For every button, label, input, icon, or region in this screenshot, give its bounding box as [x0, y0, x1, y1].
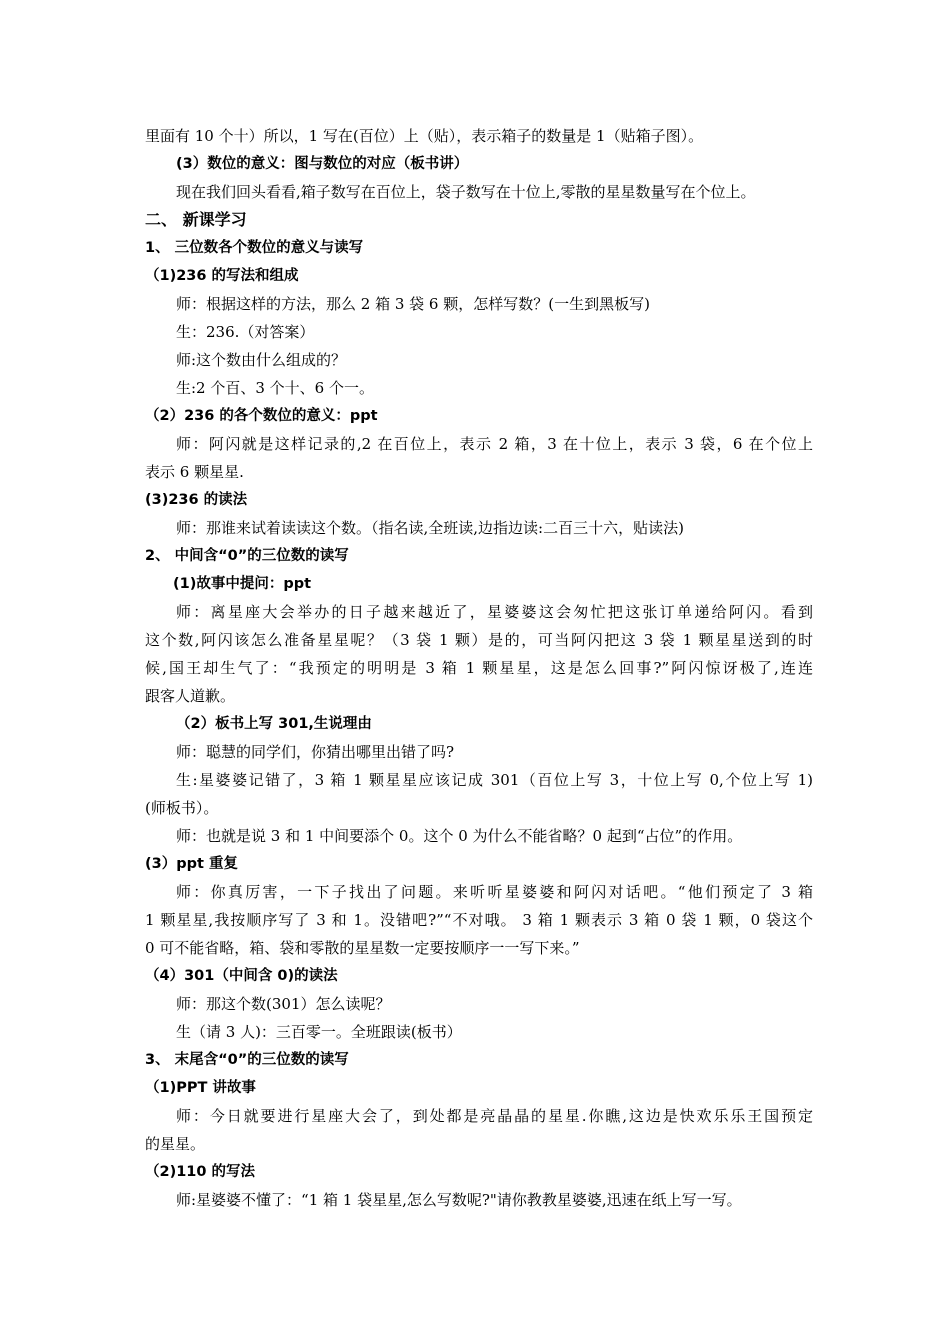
- section-title: 1、 三位数各个数位的意义与读写: [145, 240, 364, 256]
- text-line: 0 可不能省略，箱、袋和零散的星星数一定要按顺序一一写下来。”: [145, 939, 580, 957]
- text-line: 师：根据这样的方法，那么 2 箱 3 袋 6 颗，怎样写数？(一生到黑板写): [176, 295, 650, 313]
- text-line: 师：阿闪就是这样记录的,2 在百位上，表示 2 箱，3 在十位上，表示 3 袋，6 在个位上: [176, 435, 813, 453]
- subsection-heading: （2）板书上写 301,生说理由: [176, 716, 372, 732]
- text-line: 生：236.（对答案）: [176, 323, 315, 341]
- text-line: 师：那这个数(301）怎么读呢？: [176, 995, 391, 1013]
- section-heading: 二、 新课学习: [145, 210, 247, 229]
- section-title: 2、 中间含“0”的三位数的读写: [145, 548, 349, 564]
- text-line: 候,国王却生气了：“我预定的明明是 3 箱 1 颗星星，这是怎么回事?”阿闪惊讶极了,连连: [145, 659, 813, 677]
- text-line: 生（请 3 人)：三百零一。全班跟读(板书）: [176, 1023, 462, 1041]
- text-line: 里面有 10 个十）所以，1 写在(百位）上（贴），表示箱子的数量是 1（贴箱子图）。: [145, 127, 704, 145]
- subsection-heading: （1)236 的写法和组成: [145, 268, 299, 284]
- text-line: 师：聪慧的同学们，你猜出哪里出错了吗?: [176, 743, 455, 761]
- subsection-heading: (3）数位的意义：图与数位的对应（板书讲）: [176, 156, 469, 172]
- text-line: 现在我们回头看看,箱子数写在百位上，袋子数写在十位上,零散的星星数量写在个位上。: [176, 183, 756, 201]
- text-line: 师：也就是说 3 和 1 中间要添个 0。这个 0 为什么不能省略？0 起到“占位”的作用。: [176, 827, 743, 845]
- subsection-heading: (3)236 的读法: [145, 492, 248, 508]
- text-line: 跟客人道歉。: [145, 687, 236, 705]
- text-line: 这个数,阿闪该怎么准备星星呢？（3 袋 1 颗）是的，可当阿闪把这 3 袋 1 颗星星送到的时: [145, 631, 813, 649]
- subsection-heading: （2）236 的各个数位的意义：ppt: [145, 408, 378, 424]
- text-line: 师:星婆婆不懂了：“1 箱 1 袋星星,怎么写数呢?"请你教教星婆婆,迅速在纸上写一写。: [176, 1191, 742, 1209]
- text-line: (师板书）。: [145, 799, 219, 817]
- text-line: 1 颗星星,我按顺序写了 3 和 1。没错吧?”“不对哦。 3 箱 1 颗表示 3 箱 0 袋 1 颗，0 袋这个: [145, 911, 813, 929]
- subsection-heading: (3）ppt 重复: [145, 856, 238, 872]
- section-title: 3、 末尾含“0”的三位数的读写: [145, 1052, 349, 1068]
- text-line: 的星星。: [145, 1135, 206, 1153]
- text-line: 师:这个数由什么组成的？: [176, 351, 347, 369]
- subsection-heading: （4）301（中间含 0)的读法: [145, 968, 338, 984]
- text-line: 生:星婆婆记错了，3 箱 1 颗星星应该记成 301（百位上写 3，十位上写 0,个位上写 1): [176, 771, 813, 789]
- text-line: 师：离星座大会举办的日子越来越近了，星婆婆这会匆忙把这张订单递给阿闪。看到: [176, 603, 813, 621]
- text-line: 师：那谁来试着读读这个数。（指名读,全班读,边指边读:二百三十六，贴读法): [176, 519, 684, 537]
- text-line: 生:2 个百、3 个十、6 个一。: [176, 379, 374, 397]
- subsection-heading: （1)PPT 讲故事: [145, 1080, 256, 1096]
- document-page: [145, 122, 813, 1214]
- text-line: 表示 6 颗星星.: [145, 463, 244, 481]
- text-line: 师：你真厉害，一下子找出了问题。来听听星婆婆和阿闪对话吧。“他们预定了 3 箱: [176, 883, 813, 901]
- subsection-heading: （2)110 的写法: [145, 1164, 256, 1180]
- subsection-heading: (1)故事中提问：ppt: [173, 576, 312, 592]
- text-line: 师：今日就要进行星座大会了，到处都是亮晶晶的星星.你瞧,这边是快欢乐乐王国预定: [176, 1107, 813, 1125]
